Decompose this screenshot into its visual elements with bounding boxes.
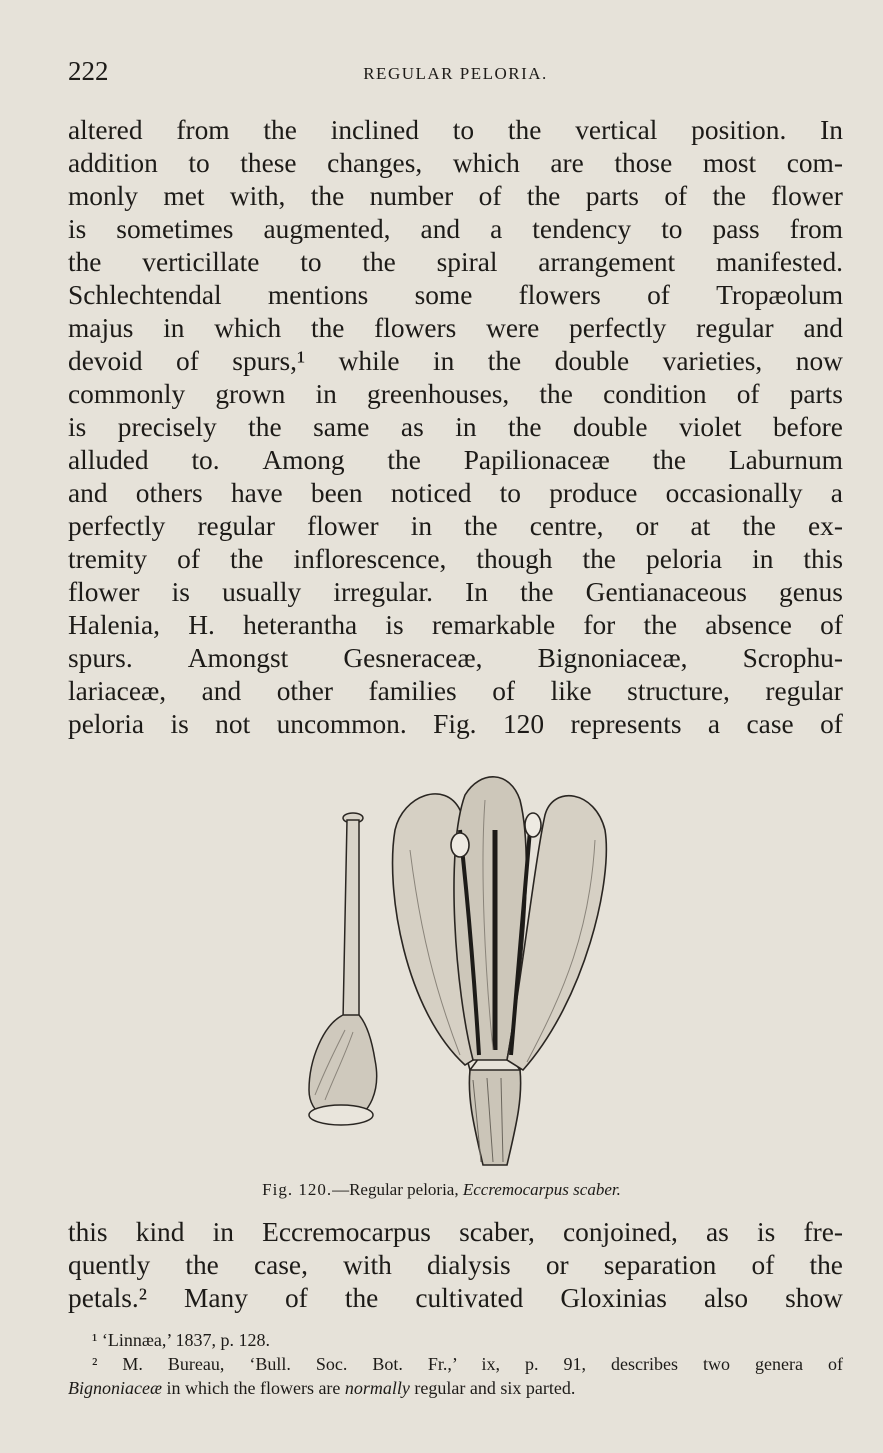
paragraph-2 (68, 1216, 843, 1315)
text-line: perfectly regular flower in the centre, or at the ex- (68, 511, 843, 541)
text-line: this kind in Eccremocarpus scaber, conjoined, as is fre- (68, 1217, 843, 1247)
page-number: 222 (68, 56, 109, 86)
figure-caption (0, 1180, 883, 1200)
caption-label: Fig. 120. (262, 1180, 333, 1199)
text-line: commonly grown in greenhouses, the condition of parts (68, 379, 843, 409)
caption-species: Eccremocarpus scaber. (462, 1180, 621, 1199)
pistil-drawing (309, 813, 377, 1125)
text-line: quently the case, with dialysis or separation of the (68, 1250, 843, 1280)
text-line: is precisely the same as in the double violet before (68, 412, 843, 442)
text-line: is sometimes augmented, and a tendency to pass from (68, 214, 843, 244)
flower-body (393, 777, 607, 1165)
footnotes (68, 1328, 843, 1400)
text-line: altered from the inclined to the vertical position. In (68, 115, 843, 145)
text-line: the verticillate to the spiral arrangement manifested. (68, 247, 843, 277)
text-line: devoid of spurs,¹ while in the double varieties, now (68, 346, 843, 376)
text-line: majus in which the flowers were perfectly regular and (68, 313, 843, 343)
footnote-2-italic-family: Bignoniaceæ (68, 1378, 162, 1398)
running-head: REGULAR PELORIA. (363, 64, 548, 83)
caption-text: —Regular peloria, (332, 1180, 463, 1199)
text-line: addition to these changes, which are those most com- (68, 148, 843, 178)
text-line: monly met with, the number of the parts of the flower (68, 181, 843, 211)
figure-illustration (295, 770, 615, 1170)
text-line: peloria is not uncommon. Fig. 120 represents a case of (68, 709, 843, 739)
text-line: spurs. Amongst Gesneraceæ, Bignoniaceæ, Scrophu- (68, 643, 843, 673)
paragraph-1 (68, 114, 843, 741)
text-line: petals.² Many of the cultivated Gloxinias also show (68, 1283, 843, 1313)
text-line: and others have been noticed to produce occasionally a (68, 478, 843, 508)
footnote-2-line-2 (68, 1376, 843, 1400)
flower-drawing (295, 770, 615, 1170)
text-line: lariaceæ, and other families of like structure, regular (68, 676, 843, 706)
footnote-2-text: in which the flowers are (161, 1378, 345, 1398)
text-line: alluded to. Among the Papilionaceæ the Laburnum (68, 445, 843, 475)
text-line: flower is usually irregular. In the Gentianaceous genus (68, 577, 843, 607)
footnote-2-line-1: ² M. Bureau, ‘Bull. Soc. Bot. Fr.,’ ix, p. 91, describes two genera of (92, 1354, 843, 1374)
text-line: Schlechtendal mentions some flowers of Tropæolum (68, 280, 843, 310)
text-line: Halenia, H. heterantha is remarkable for the absence of (68, 610, 843, 640)
footnote-2-end: regular and six parted. (409, 1378, 576, 1398)
footnote-2-italic-normally: normally (344, 1378, 410, 1398)
page-header (68, 56, 843, 90)
text-line: tremity of the inflorescence, though the peloria in this (68, 544, 843, 574)
footnote-1: ¹ ‘Linnæa,’ 1837, p. 128. (92, 1330, 271, 1350)
